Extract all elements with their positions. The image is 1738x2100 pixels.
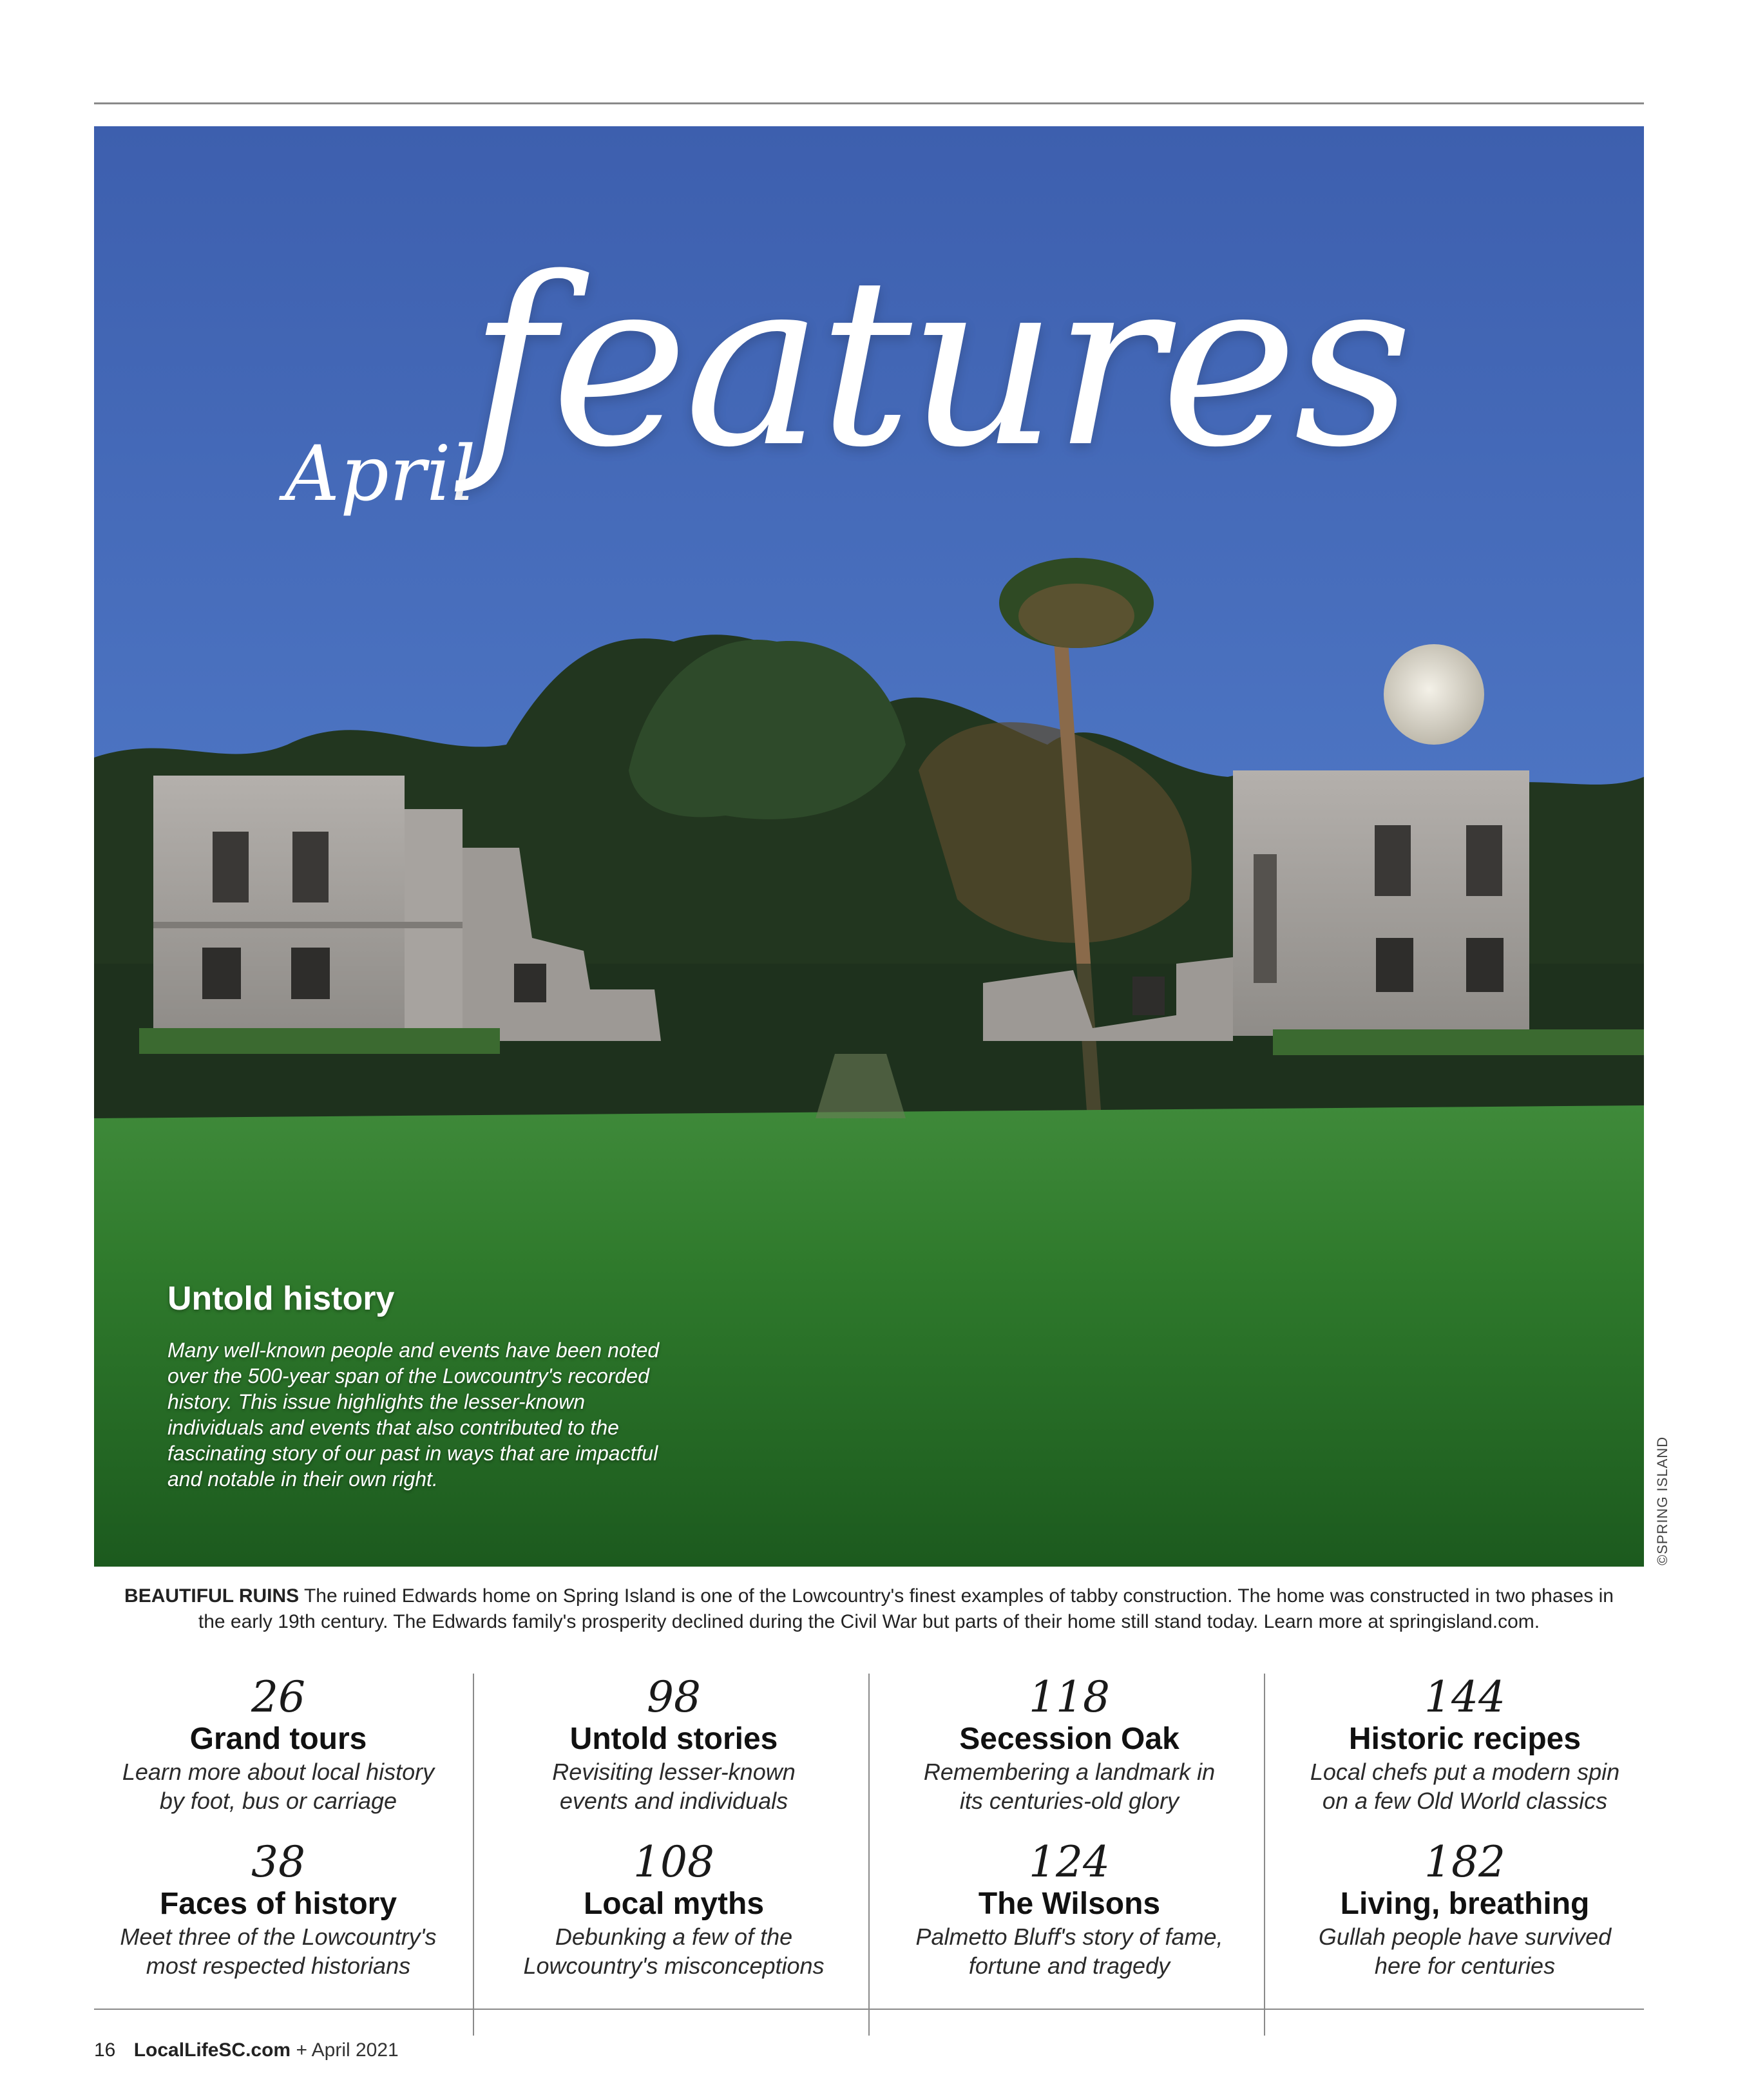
issue-date: + April 2021 <box>296 2039 399 2061</box>
column-divider <box>473 1674 474 2036</box>
contents-entry-local-myths[interactable] <box>481 1838 867 1980</box>
entry-title: Historic recipes <box>1348 1722 1581 1756</box>
contents-grid <box>94 1674 1644 2009</box>
caption-lead: BEAUTIFUL RUINS <box>124 1585 300 1607</box>
entry-description-line: its centuries-old glory <box>959 1788 1179 1814</box>
entry-description-line: Revisiting lesser-known <box>552 1759 796 1785</box>
entry-description-line: most respected historians <box>146 1952 411 1979</box>
page-footer <box>94 2039 399 2061</box>
entry-title: Untold stories <box>569 1722 778 1756</box>
entry-page-number: 124 <box>1029 1837 1110 1887</box>
headline-main: features <box>469 228 1409 498</box>
entry-description-line: here for centuries <box>1374 1952 1556 1979</box>
entry-description-line: Gullah people have survived <box>1318 1923 1612 1950</box>
entry-description-line: Local chefs put a modern spin <box>1310 1759 1620 1785</box>
contents-entry-historic-recipes[interactable] <box>1272 1674 1658 1815</box>
contents-entry-secession-oak[interactable] <box>876 1674 1263 1815</box>
column-divider <box>1264 1674 1265 2036</box>
top-rule <box>94 102 1644 104</box>
headline-prefix: April <box>285 429 477 518</box>
entry-title: The Wilsons <box>978 1887 1161 1921</box>
entry-page-number: 182 <box>1424 1837 1505 1887</box>
feature-heading: Untold history <box>167 1280 395 1317</box>
entry-page-number: 98 <box>647 1672 701 1722</box>
contents-entry-the-wilsons[interactable] <box>876 1838 1263 1980</box>
entry-page-number: 108 <box>633 1837 714 1887</box>
entry-description-line: Meet three of the Lowcountry's <box>120 1923 437 1950</box>
hero-photo <box>94 126 1644 1567</box>
entry-title: Living, breathing <box>1340 1887 1590 1921</box>
feature-text: Many well-known people and events have been noted over the 500-year span of the Lowcountry's recorded history. This issue highlights the lesser-known individuals and events that also contributed to the fascinating story of our past in ways that are impactful and notable in their own right. <box>167 1339 660 1491</box>
entry-description-line: Learn more about local history <box>122 1759 435 1785</box>
entry-description-line: Remembering a landmark in <box>923 1759 1216 1785</box>
moon <box>1384 644 1484 745</box>
entry-page-number: 144 <box>1424 1672 1505 1722</box>
entry-description-line: on a few Old World classics <box>1322 1788 1608 1814</box>
entry-description-line: events and individuals <box>559 1788 788 1814</box>
entry-title: Local myths <box>583 1887 765 1921</box>
site-link[interactable]: LocalLifeSC.com <box>133 2039 291 2061</box>
entry-description-line: fortune and tragedy <box>968 1952 1170 1979</box>
bottom-rule <box>94 2009 1644 2010</box>
photo-caption <box>110 1583 1628 1635</box>
entry-page-number: 118 <box>1029 1672 1110 1722</box>
entry-page-number: 26 <box>251 1672 305 1722</box>
entry-description-line: Debunking a few of the <box>555 1923 793 1950</box>
page-number: 16 <box>94 2039 116 2061</box>
entry-title: Grand tours <box>189 1722 367 1756</box>
contents-entry-living-breathing[interactable] <box>1272 1838 1658 1980</box>
entry-page-number: 38 <box>251 1837 305 1887</box>
entry-description-line: Palmetto Bluff's story of fame, <box>915 1923 1223 1950</box>
entry-description-line: by foot, bus or carriage <box>159 1788 397 1814</box>
contents-entry-faces-of-history[interactable] <box>85 1838 472 1980</box>
entry-title: Secession Oak <box>959 1722 1179 1756</box>
column-divider <box>868 1674 870 2036</box>
caption-text: The ruined Edwards home on Spring Island is one of the Lowcountry's finest examples of tabby construction. The home was constructed in two phases in the early 19th century. The Edwards family's prosperity declined during the Civil War but parts of their home still stand today. Learn more at springisland.com. <box>198 1585 1614 1632</box>
entry-title: Faces of history <box>159 1887 397 1921</box>
contents-entry-grand-tours[interactable] <box>85 1674 472 1815</box>
photo-credit: ©SPRING ISLAND <box>1654 1436 1670 1565</box>
entry-description-line: Lowcountry's misconceptions <box>523 1952 825 1979</box>
contents-entry-untold-stories[interactable] <box>481 1674 867 1815</box>
